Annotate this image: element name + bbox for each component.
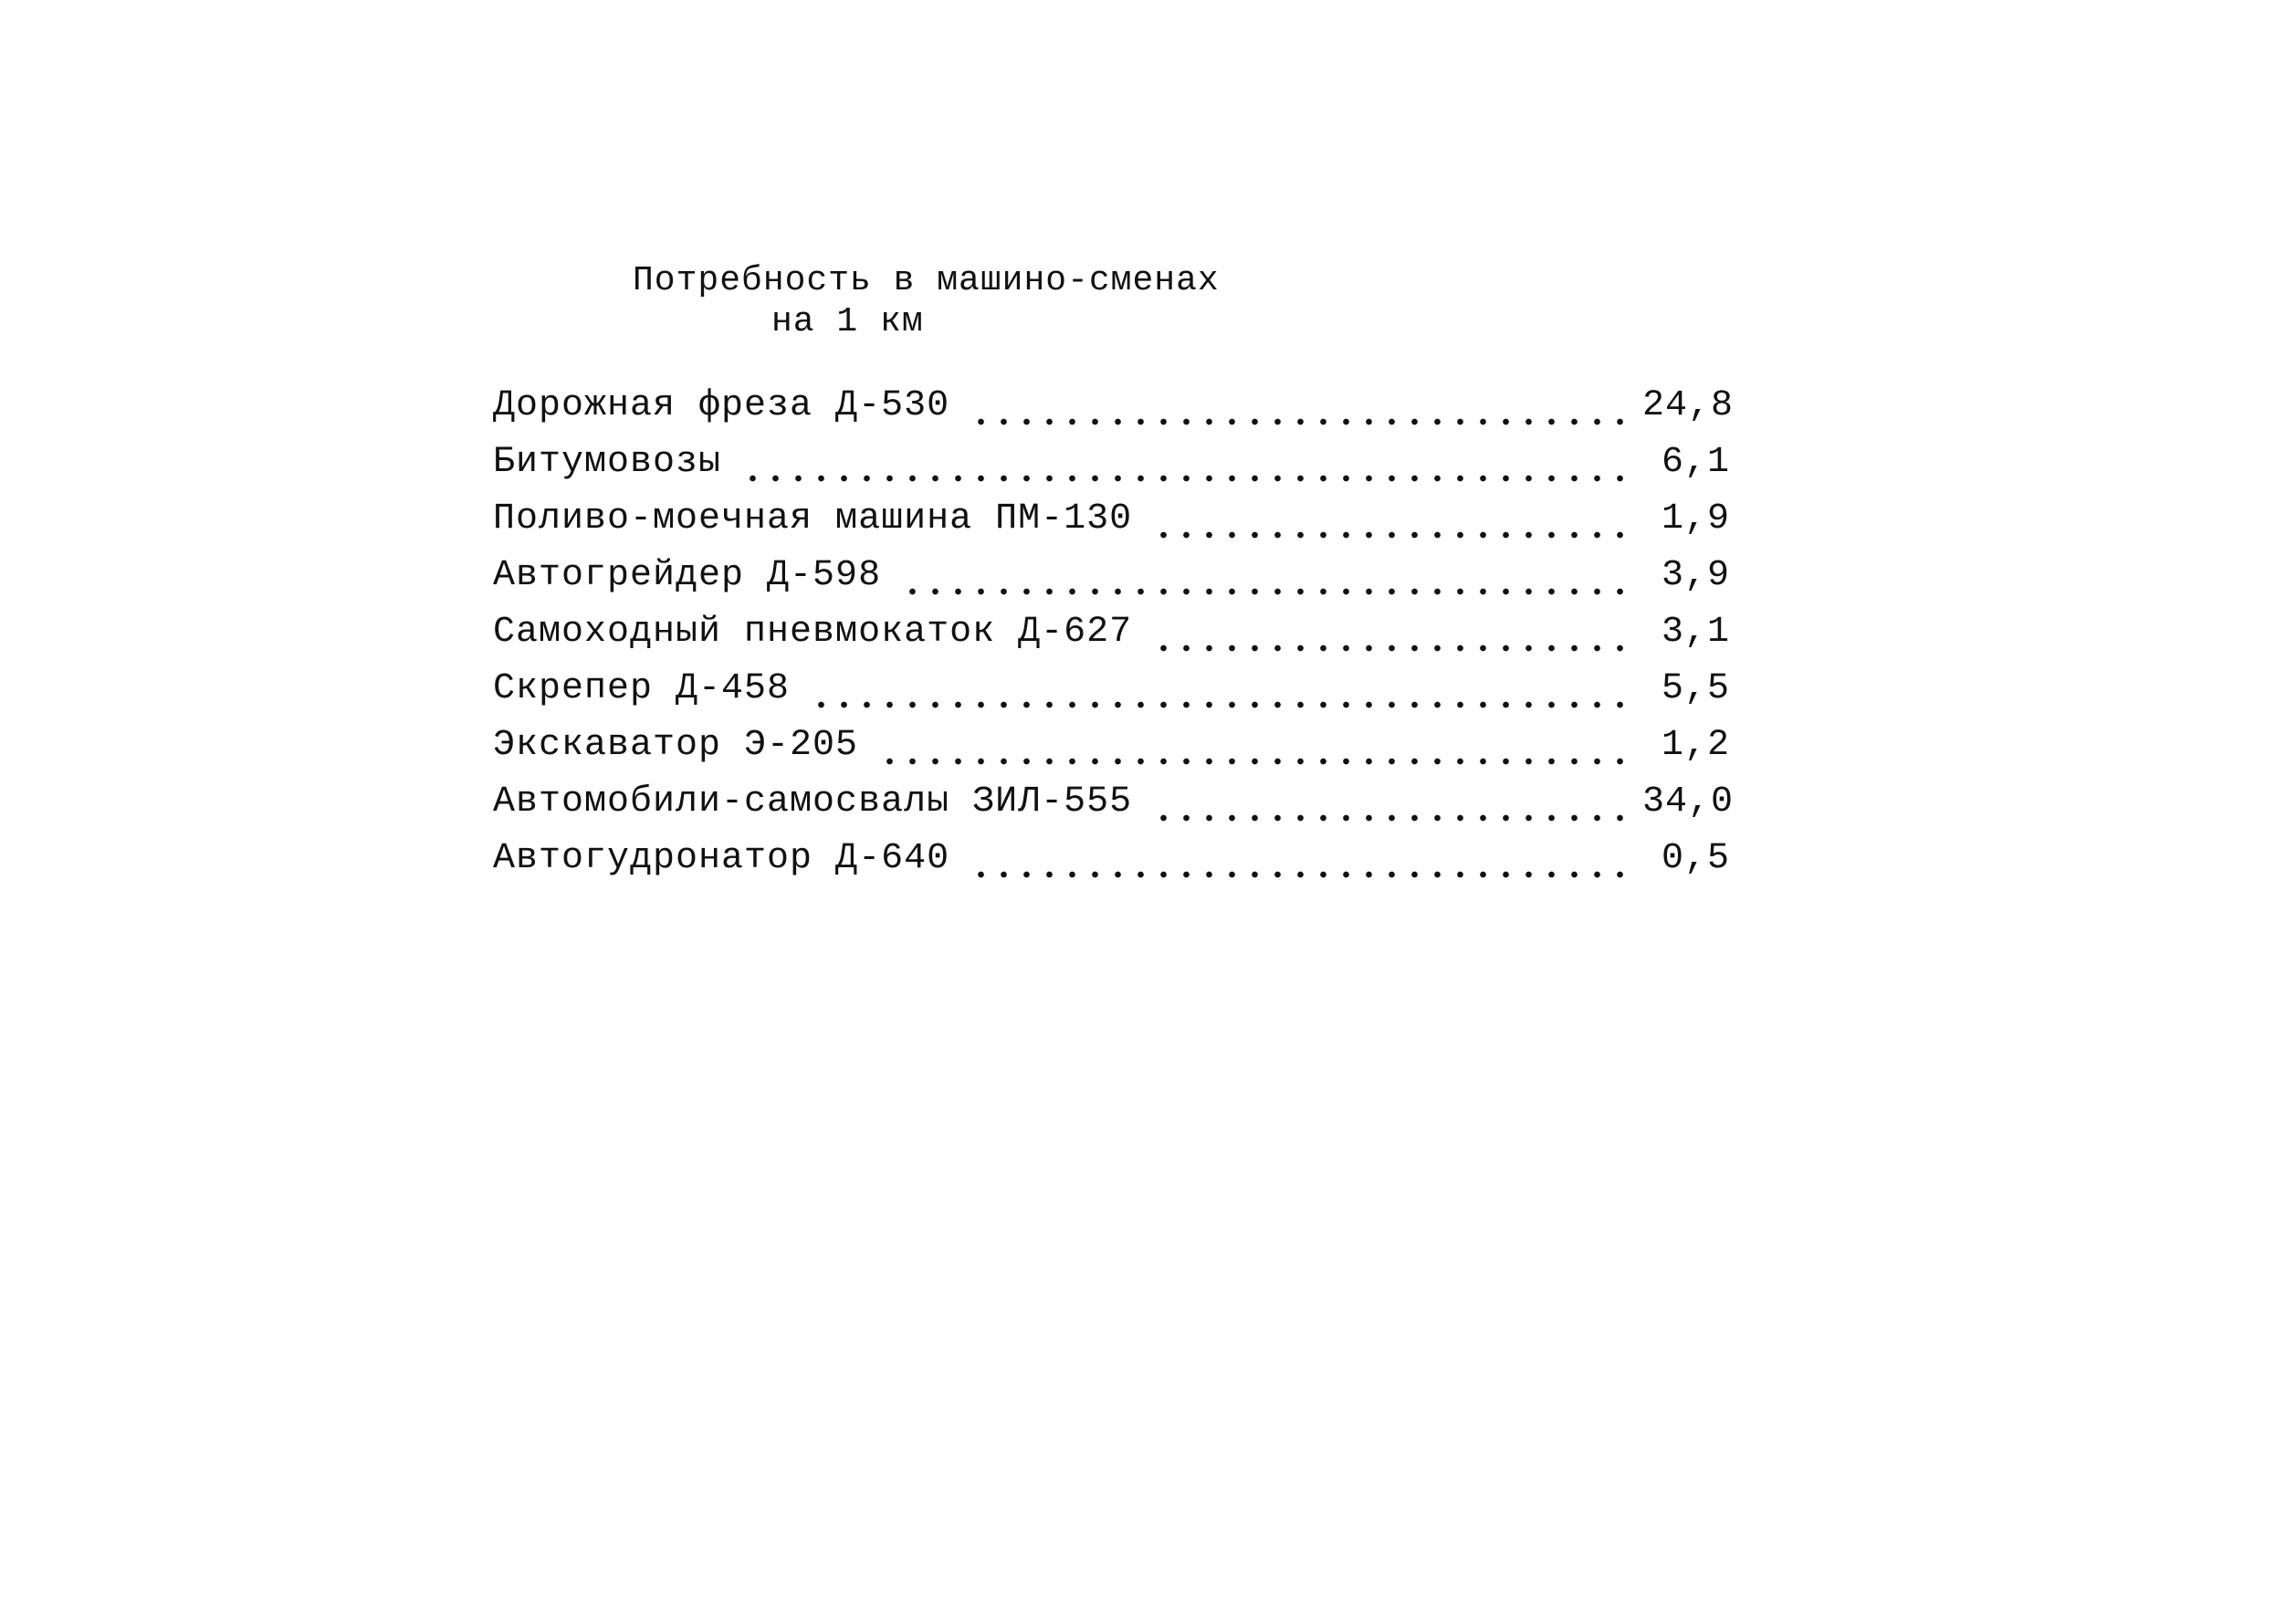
machine-shifts-value: 5,5 xyxy=(1661,668,1730,709)
list-item xyxy=(493,596,1730,653)
list-item xyxy=(493,426,1730,483)
machine-shifts-value: 34,0 xyxy=(1642,781,1735,823)
machine-shifts-value: 24,8 xyxy=(1642,385,1735,426)
dot-leader xyxy=(970,386,1626,426)
machine-shifts-value: 3,9 xyxy=(1661,555,1730,596)
machine-shifts-value: 0,5 xyxy=(1661,838,1730,879)
machine-name: Самоходный пневмокаток Д-627 xyxy=(493,612,1133,653)
list-item xyxy=(493,483,1730,540)
table-heading xyxy=(633,260,1220,342)
machine-list xyxy=(493,370,1735,879)
machine-name: Автогрейдер Д-598 xyxy=(493,555,882,596)
machine-name: Автомобили-самосвалы ЗИЛ-555 xyxy=(493,781,1133,823)
machine-name: Экскаватор Э-205 xyxy=(493,725,859,766)
dot-leader xyxy=(878,726,1626,766)
dot-leader xyxy=(741,443,1626,483)
machine-shifts-value: 1,9 xyxy=(1661,498,1730,540)
machine-shifts-value: 6,1 xyxy=(1661,442,1730,483)
machine-name: Дорожная фреза Д-530 xyxy=(493,385,950,426)
list-item xyxy=(493,540,1730,596)
heading-line-2: на 1 км xyxy=(771,302,924,341)
dot-leader xyxy=(970,839,1626,879)
list-item xyxy=(493,766,1735,823)
list-item xyxy=(493,653,1730,709)
dot-leader xyxy=(1152,499,1626,540)
list-item xyxy=(493,709,1730,766)
dot-leader xyxy=(1152,782,1626,823)
machine-name: Автогудронатор Д-640 xyxy=(493,838,950,879)
machine-shifts-value: 1,2 xyxy=(1661,725,1730,766)
heading-line-1: Потребность в машино-сменах xyxy=(633,261,1220,300)
list-item xyxy=(493,370,1735,426)
machine-name: Скрепер Д-458 xyxy=(493,668,791,709)
machine-name: Битумовозы xyxy=(493,442,722,483)
dot-leader xyxy=(901,556,1626,596)
list-item xyxy=(493,823,1730,879)
dot-leader xyxy=(810,669,1626,709)
dot-leader xyxy=(1152,613,1626,653)
machine-name: Поливо-моечная машина ПМ-130 xyxy=(493,498,1133,540)
machine-shifts-value: 3,1 xyxy=(1661,612,1730,653)
